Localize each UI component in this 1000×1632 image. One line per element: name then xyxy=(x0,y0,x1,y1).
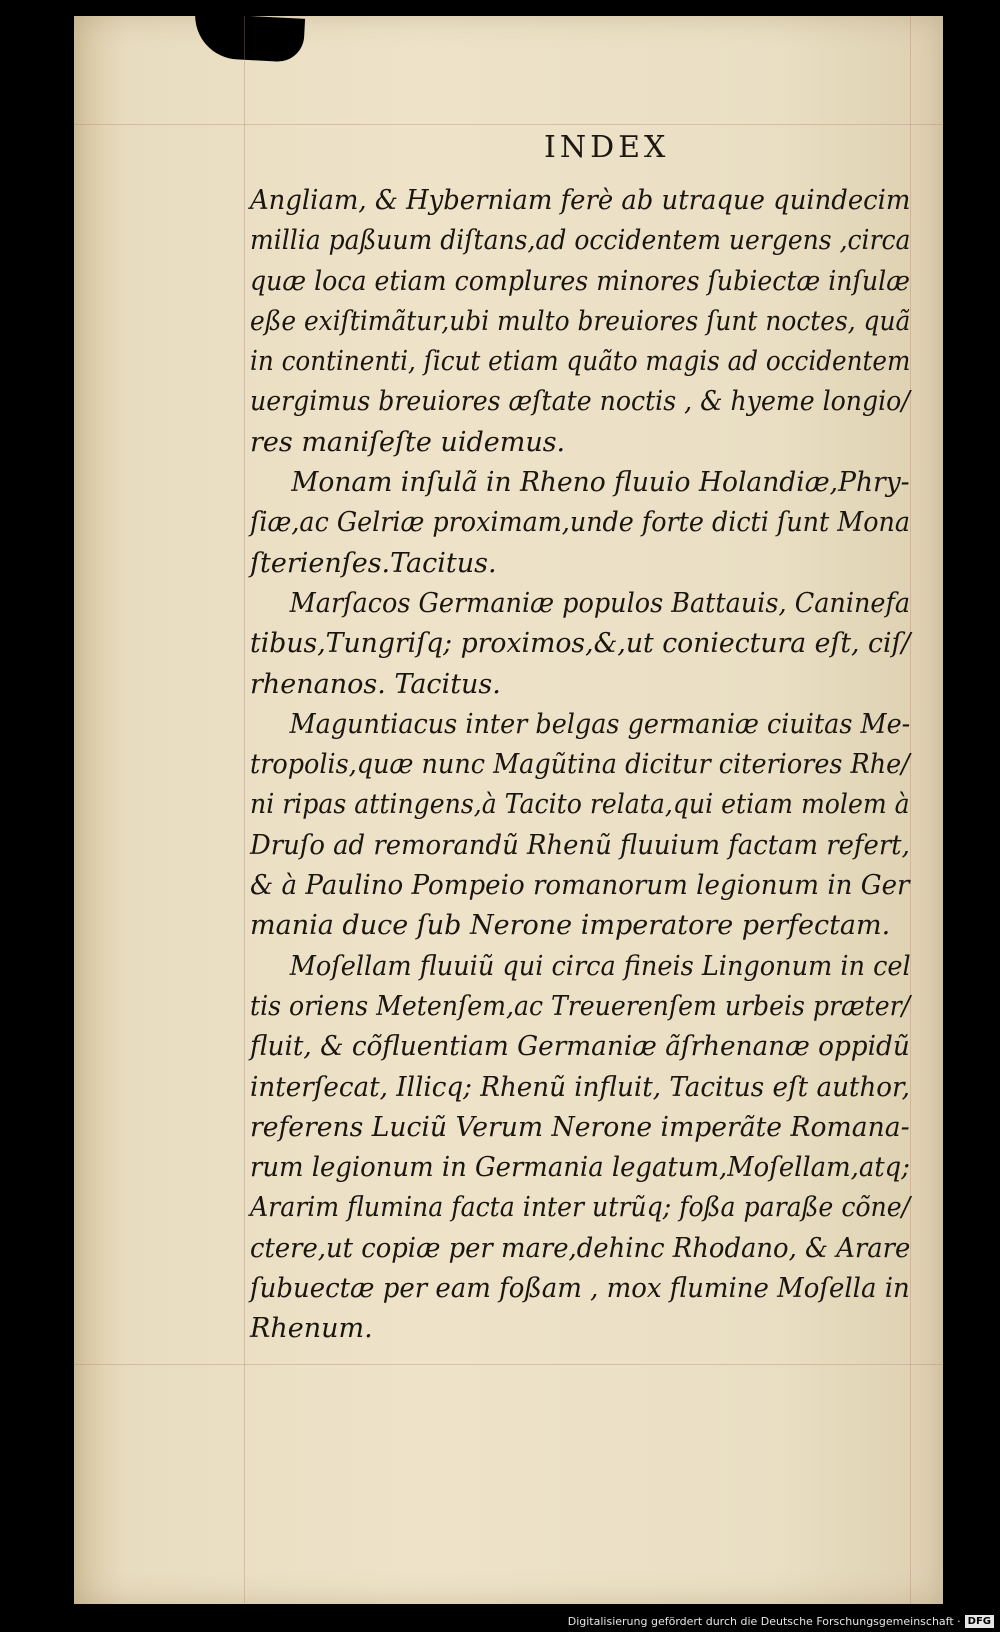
margin-rule-top xyxy=(74,124,943,125)
text-line: in continenti, ſicut etiam quãto magis ad occidentem xyxy=(250,346,911,378)
running-head: INDEX xyxy=(544,130,670,165)
text-line: tis oriens Metenſem,ac Treuerenſem urbeis præter/ xyxy=(250,990,911,1022)
text-line: millia paßuum diſtans,ad occidentem uergens ,circa xyxy=(250,225,911,257)
footer-text: Digitalisierung gefördert durch die Deutsche Forschungsgemeinschaft · xyxy=(567,1615,961,1628)
dfg-logo: DFG xyxy=(965,1615,994,1628)
text-line: ctere,ut copiæ per mare,dehinc Rhodano, & Arare xyxy=(250,1232,911,1264)
margin-rule-right xyxy=(910,16,911,1604)
text-line: mania duce ſub Nerone imperatore perfectam. xyxy=(250,910,891,942)
text-line: uergimus breuiores æſtate noctis , & hyeme longio/ xyxy=(250,386,910,418)
text-line: quæ loca etiam complures minores ſubiectæ inſulæ xyxy=(250,265,910,297)
text-line: Ararim flumina facta inter utrũq; foßa paraße cõne/ xyxy=(250,1192,911,1224)
text-line: Druſo ad remorandũ Rhenũ fluuium factam refert, xyxy=(250,829,910,861)
text-line: ſterienſes.Tacitus. xyxy=(250,547,497,579)
text-line: tropolis,quæ nunc Magũtina dicitur citeriores Rhe/ xyxy=(250,749,910,781)
paragraph-marsacos xyxy=(250,584,910,705)
margin-rule-bottom xyxy=(74,1364,943,1365)
paragraph-monam xyxy=(250,463,910,584)
catchword: Rhenum. xyxy=(250,1313,373,1345)
text-line: ni ripas attingens,à Tacito relata,qui etiam molem à xyxy=(250,789,910,821)
text-line: Marſacos Germaniæ populos Battauis, Caninefa xyxy=(289,587,911,619)
text-line: Angliam, & Hyberniam ferè ab utraque quindecim xyxy=(250,185,911,216)
text-line: ſubuectæ per eam foßam , mox flumine Moſella in xyxy=(250,1273,910,1305)
text-line: interſecat, Illicq; Rhenũ influit, Tacitus eſt author, xyxy=(250,1071,910,1103)
torn-corner xyxy=(193,16,305,63)
text-line: & à Paulino Pompeio romanorum legionum in Ger xyxy=(250,870,910,902)
text-line: referens Luciũ Verum Nerone imperãte Romana- xyxy=(250,1111,910,1143)
text-line: Maguntiacus inter belgas germaniæ ciuitas Me- xyxy=(289,708,911,740)
text-block xyxy=(250,181,910,1350)
text-line: fluit, & cõfluentiam Germaniæ ãſrhenanæ oppidũ xyxy=(250,1031,910,1063)
book-page xyxy=(74,16,943,1604)
text-line: ſiæ,ac Gelriæ proximam,unde forte dicti ſunt Mona xyxy=(250,507,911,539)
margin-rule-left xyxy=(244,16,245,1604)
digitization-footer xyxy=(568,1615,994,1628)
text-line: rum legionum in Germania legatum,Moſellam,atq; xyxy=(250,1152,910,1184)
text-line: Monam inſulã in Rheno fluuio Holandiæ,Phry- xyxy=(291,467,910,499)
text-line: eße exiſtimãtur,ubi multo breuiores ſunt noctes, quã xyxy=(250,305,911,337)
paragraph-mosellam xyxy=(250,947,910,1350)
text-line: res maniſeſte uidemus. xyxy=(250,426,566,458)
text-line: tibus,Tungriſq; proximos,&,ut coniectura eſt, ciſ/ xyxy=(250,628,911,660)
paragraph-angliam xyxy=(250,181,910,463)
text-line: Moſellam fluuiũ qui circa fineis Lingonum in cel xyxy=(289,950,911,982)
paragraph-maguntiacus xyxy=(250,705,910,947)
text-line: rhenanos. Tacitus. xyxy=(250,668,501,700)
